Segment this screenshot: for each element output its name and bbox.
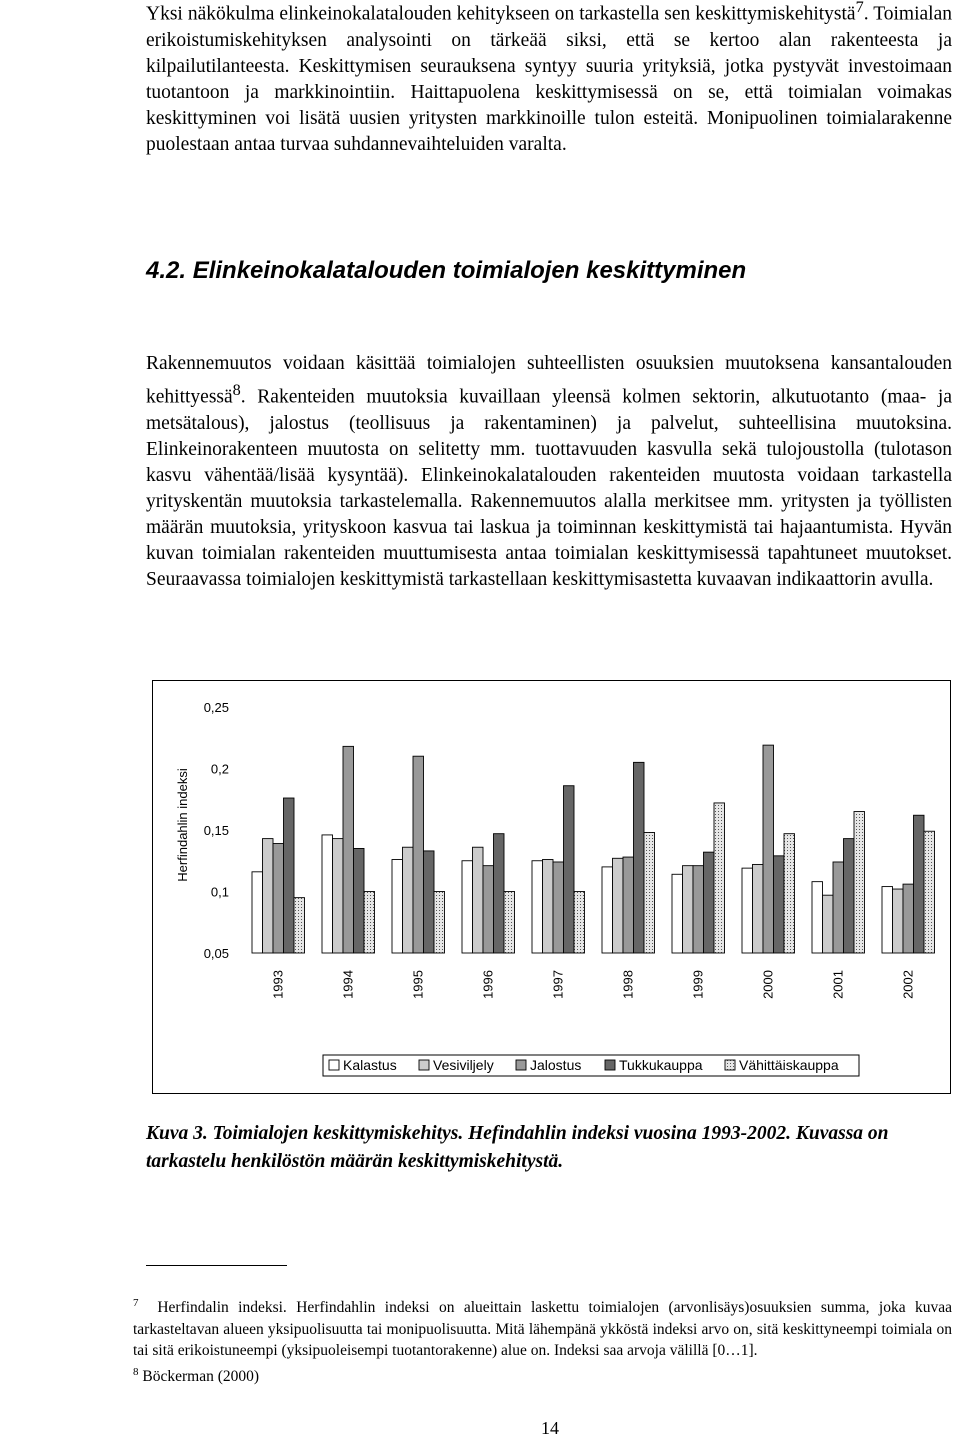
- x-tick-label: 1998: [620, 970, 636, 999]
- x-tick-label: 1994: [340, 970, 356, 999]
- bar-vesiviljely-1996: [473, 847, 484, 953]
- bar-vesiviljely-1997: [543, 860, 554, 953]
- footnote-7-text: Herfindalin indeksi. Herfindahlin indeksi on alueittain laskettu toimialojen (arvonlisäys)osuuksien summa, joka kuvaa tarkasteltavan alueen yksipuolisuutta tai monipuolisuutta. Mitä lähempänä ykköstä indeksi arvo on, sitä keskittyneempi toimiala on tai sitä erikoistuneempi (yksipuoleisempi tuotantorakenne) alue on. Indeksi saa arvoja välillä [0…1].: [133, 1299, 953, 1360]
- footnote-8-text: Böckerman (2000): [142, 1367, 260, 1385]
- bar-vähittäiskauppa-2002: [924, 831, 935, 953]
- legend-label-vesiviljely: Vesiviljely: [433, 1057, 494, 1073]
- bar-tukkukauppa-1998: [634, 762, 645, 953]
- page-number: 14: [541, 1418, 559, 1438]
- bar-tukkukauppa-1996: [494, 834, 505, 953]
- bar-kalastus-2001: [812, 882, 823, 953]
- bar-tukkukauppa-2001: [844, 839, 855, 953]
- footnote-8: [133, 1362, 952, 1388]
- bar-jalostus-1999: [693, 866, 704, 953]
- bar-tukkukauppa-1994: [354, 848, 365, 953]
- legend-swatch-vesiviljely: [419, 1060, 429, 1070]
- bar-chart: [153, 681, 952, 1095]
- y-tick-label: 0,05: [203, 946, 229, 961]
- bar-kalastus-1996: [462, 861, 473, 953]
- x-tick-label: 1996: [480, 970, 496, 999]
- x-tick-label: 1997: [550, 970, 566, 999]
- bar-vähittäiskauppa-1994: [364, 892, 375, 954]
- footnote-7-number: 7: [133, 1297, 139, 1309]
- bar-kalastus-2000: [742, 868, 753, 953]
- bar-kalastus-1993: [252, 872, 263, 953]
- bar-kalastus-1999: [672, 874, 683, 953]
- legend-swatch-tukkukauppa: [605, 1060, 615, 1070]
- bar-vesiviljely-1995: [403, 847, 414, 953]
- legend-swatch-vähittäiskauppa: [725, 1060, 735, 1070]
- bar-vähittäiskauppa-1998: [644, 832, 655, 953]
- bar-tukkukauppa-2002: [914, 815, 925, 953]
- bar-vesiviljely-1998: [613, 858, 624, 953]
- main-text-part2: . Rakenteiden muutoksia kuvaillaan yleensä kolmen sektorin, alkutuotanto (maa- ja metsätalous), jalostus (teollisuus ja rakentaminen) ja palvelut, suhteellisina muutoksina. Elinkeinorakenteen muutosta on selitetty mm. tuottavuuden kasvulla sekä tulojoustolla (tulotason kasvu vähentää/lisää kysyntää). Elinkeinokalatalouden rakenteiden muutosta voidaan tarkastella yrityskentän muutoksia tarkastelemalla. Rakennemuutos alalla merkitsee mm. yritysten ja työllisten määrän muutoksia, yrityskoon kasvua tai laskua ja toiminnan keskittymistä tai hajaantumista. Hyvän kuvan toimialan rakenteiden muuttumisesta antaa toimialan keskittymisessä tapahtuneet muutokset. Seuraavassa toimialojen keskittymistä tarkastellaan keskittymisastetta kuvaavan indikaattorin avulla.: [146, 386, 952, 590]
- bar-jalostus-1997: [553, 862, 564, 953]
- footnote-ref-7: 7: [855, 0, 864, 16]
- bar-vähittäiskauppa-2000: [784, 834, 795, 953]
- y-tick-label: 0,1: [210, 884, 229, 900]
- footnote-7: [133, 1293, 952, 1362]
- intro-paragraph: [146, 0, 952, 158]
- bar-vesiviljely-2000: [753, 864, 764, 953]
- bar-vesiviljely-2002: [893, 889, 904, 953]
- legend-label-tukkukauppa: Tukkukauppa: [619, 1057, 703, 1073]
- x-tick-label: 2002: [900, 970, 916, 999]
- bar-vähittäiskauppa-1996: [504, 892, 515, 954]
- y-tick-label: 0,2: [210, 761, 229, 777]
- bar-tukkukauppa-1995: [424, 851, 435, 953]
- y-tick-label: 0,25: [203, 700, 229, 715]
- bar-jalostus-1993: [273, 844, 284, 953]
- y-tick-label: 0,15: [203, 823, 229, 838]
- legend-label-jalostus: Jalostus: [530, 1057, 582, 1073]
- bar-vesiviljely-1999: [683, 866, 694, 953]
- bar-kalastus-1995: [392, 860, 403, 953]
- bar-tukkukauppa-1999: [704, 852, 715, 953]
- footnote-separator: [146, 1265, 287, 1266]
- bar-kalastus-2002: [882, 887, 893, 953]
- bar-vesiviljely-1994: [333, 839, 344, 953]
- section-heading: 4.2. Elinkeinokalatalouden toimialojen keskittyminen: [146, 257, 747, 284]
- bar-vähittäiskauppa-1993: [294, 898, 305, 953]
- x-tick-label: 2000: [760, 970, 776, 999]
- intro-text-part1: Yksi näkökulma elinkeinokalatalouden kehitykseen on tarkastella sen keskittymiskehitystä: [146, 3, 856, 25]
- bar-vähittäiskauppa-1995: [434, 892, 445, 954]
- bar-vesiviljely-1993: [263, 839, 274, 953]
- x-tick-label: 1999: [690, 970, 706, 999]
- x-tick-label: 1995: [410, 970, 426, 999]
- x-tick-label: 1993: [270, 970, 286, 999]
- footnotes: [133, 1293, 952, 1387]
- bar-kalastus-1998: [602, 867, 613, 953]
- legend-swatch-jalostus: [516, 1060, 526, 1070]
- legend-label-kalastus: Kalastus: [343, 1057, 397, 1073]
- bar-jalostus-1994: [343, 746, 354, 953]
- legend-swatch-kalastus: [329, 1060, 339, 1070]
- bar-tukkukauppa-2000: [774, 856, 785, 953]
- intro-text-part2: . Toimialan erikoistumiskehityksen analysointi on tärkeää siksi, että se kertoo alan rakenteesta ja kilpailutilanteesta. Keskittymisen seurauksena syntyy suuria yrityksiä, jotka pystyvät investoimaan tuotantoon ja markkinointiin. Haittapuolena keskittymisessä on se, että toimialan voimakas keskittyminen voi lisätä uusien yritysten markkinoille tulon esteitä. Monipuolinen toimialarakenne puolestaan antaa turvaa suhdannevaihteluiden varalta.: [146, 3, 952, 155]
- bar-tukkukauppa-1993: [284, 798, 295, 953]
- bar-kalastus-1994: [322, 835, 333, 953]
- bar-jalostus-1996: [483, 866, 494, 953]
- chart-figure: [152, 680, 951, 1094]
- main-text-part1: Rakennemuutos voidaan käsittää toimialojen suhteellisten osuuksien muutoksena kansantalouden kehittyessä: [146, 353, 952, 408]
- y-axis-label: Herfindahlin indeksi: [175, 768, 190, 882]
- bar-vähittäiskauppa-1997: [574, 892, 585, 954]
- figure-caption: Kuva 3. Toimialojen keskittymiskehitys. Hefindahlin indeksi vuosina 1993-2002. Kuvassa on tarkastelu henkilöstön määrän keskittymiskehitystä.: [146, 1123, 889, 1172]
- footnote-8-number: 8: [133, 1365, 139, 1378]
- main-paragraph: [146, 351, 952, 593]
- bar-jalostus-1998: [623, 857, 634, 953]
- bar-kalastus-1997: [532, 861, 543, 953]
- bar-jalostus-2001: [833, 862, 844, 953]
- bar-tukkukauppa-1997: [564, 786, 575, 953]
- bar-jalostus-2000: [763, 745, 774, 953]
- bar-jalostus-1995: [413, 756, 424, 953]
- bar-vesiviljely-2001: [823, 895, 834, 953]
- bar-vähittäiskauppa-2001: [854, 812, 865, 953]
- bar-jalostus-2002: [903, 884, 914, 953]
- footnote-ref-8: 8: [232, 381, 241, 399]
- x-tick-label: 2001: [830, 970, 846, 999]
- bar-vähittäiskauppa-1999: [714, 803, 725, 953]
- legend-label-vähittäiskauppa: Vähittäiskauppa: [739, 1057, 839, 1073]
